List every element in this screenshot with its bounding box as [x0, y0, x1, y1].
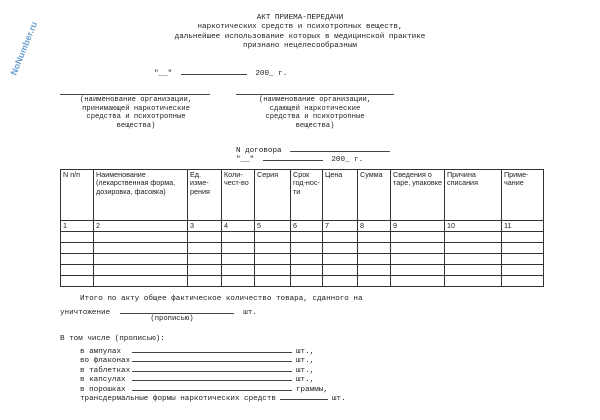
- table-cell[interactable]: [502, 232, 544, 243]
- table-cell[interactable]: [222, 254, 255, 265]
- table-cell[interactable]: [323, 254, 358, 265]
- table-cell[interactable]: [445, 276, 502, 287]
- table-cell[interactable]: [358, 232, 391, 243]
- col-header: Цена: [323, 170, 358, 221]
- contract-number-field[interactable]: [290, 143, 390, 152]
- col-number: 1: [61, 221, 94, 232]
- table-cell[interactable]: [61, 276, 94, 287]
- table-cell[interactable]: [445, 232, 502, 243]
- receiving-org-field[interactable]: [60, 94, 210, 95]
- item-label: в капсулах: [80, 376, 126, 385]
- item-label: трансдермальные формы наркотических средств: [80, 394, 276, 403]
- totals-amount-field[interactable]: [120, 305, 234, 314]
- list-item: [80, 391, 400, 403]
- caption-line: (наименование организации,: [79, 96, 193, 104]
- table-cell[interactable]: [323, 265, 358, 276]
- table-row: [61, 276, 544, 287]
- table-row: [61, 243, 544, 254]
- items-table: [60, 169, 544, 287]
- date-year: 200_ г.: [255, 70, 288, 78]
- caption-line: средства и психотропные: [265, 113, 365, 122]
- table-cell[interactable]: [61, 254, 94, 265]
- contract-date-year: 200_ г.: [331, 156, 364, 164]
- col-header: Причина списания: [445, 170, 502, 221]
- subtitle-line: дальнейшее использование которых в медицинской практике: [174, 32, 426, 41]
- table-cell[interactable]: [94, 232, 188, 243]
- col-number: 11: [502, 221, 544, 232]
- table-header-row: [61, 170, 544, 221]
- table-cell[interactable]: [291, 243, 323, 254]
- table-cell[interactable]: [255, 254, 291, 265]
- handing-org-caption: [236, 96, 394, 130]
- col-header: Серия: [255, 170, 291, 221]
- table-cell[interactable]: [222, 276, 255, 287]
- contract-label: N договора: [236, 147, 282, 155]
- table-row: [61, 254, 544, 265]
- table-cell[interactable]: [502, 243, 544, 254]
- subtitle-line: наркотических средств и психотропных веществ,: [197, 23, 403, 32]
- item-label: в таблетках: [80, 366, 131, 375]
- totals-line: Итого по акту общее фактическое количество товара, сданного на: [80, 295, 363, 303]
- table-cell[interactable]: [188, 232, 222, 243]
- date-day: "__": [154, 70, 173, 78]
- table-cell[interactable]: [188, 265, 222, 276]
- list-item: [80, 344, 400, 356]
- table-cell[interactable]: [391, 243, 445, 254]
- col-header: Приме-чание: [502, 170, 544, 221]
- col-number: 5: [255, 221, 291, 232]
- table-cell[interactable]: [222, 243, 255, 254]
- table-row: [61, 232, 544, 243]
- caption-line: принимающей наркотические: [82, 104, 190, 113]
- table-cell[interactable]: [391, 254, 445, 265]
- item-label: во флаконах: [80, 357, 131, 366]
- col-number: 10: [445, 221, 502, 232]
- table-cell[interactable]: [188, 254, 222, 265]
- table-cell[interactable]: [358, 254, 391, 265]
- col-number: 7: [323, 221, 358, 232]
- contract-date: [236, 152, 363, 165]
- contract-date-day: "__": [236, 156, 255, 164]
- col-number: 6: [291, 221, 323, 232]
- receiving-org-caption: [58, 96, 214, 130]
- table-cell[interactable]: [291, 254, 323, 265]
- col-header: Ед. изме-рения: [188, 170, 222, 221]
- table-cell[interactable]: [323, 232, 358, 243]
- item-field[interactable]: [132, 344, 292, 353]
- item-field[interactable]: [132, 363, 292, 372]
- table-cell[interactable]: [502, 265, 544, 276]
- caption-line: вещества): [295, 121, 335, 130]
- col-header: Коли-чест-во: [222, 170, 255, 221]
- item-unit: шт.,: [296, 366, 315, 375]
- col-header: Сведения о таре, упаковке: [391, 170, 445, 221]
- totals-prefix: уничтожение: [60, 309, 111, 317]
- table-cell[interactable]: [445, 265, 502, 276]
- col-header: Срок год-нос-ти: [291, 170, 323, 221]
- col-header: Наименование (лекарственная форма, дозировка, фасовка): [94, 170, 188, 221]
- caption-line: сдающей наркотические: [269, 104, 361, 113]
- contract-date-month-field[interactable]: [263, 152, 323, 161]
- subtitle-line: признано нецелесообразным: [243, 42, 357, 51]
- table-cell[interactable]: [391, 276, 445, 287]
- item-label: в ампулах: [80, 348, 122, 356]
- table-cell[interactable]: [255, 276, 291, 287]
- item-field[interactable]: [280, 391, 328, 400]
- table-cell[interactable]: [222, 265, 255, 276]
- table-cell[interactable]: [291, 265, 323, 276]
- item-unit: шт.,: [296, 376, 315, 385]
- totals-caption: (прописью): [150, 315, 194, 323]
- table-cell[interactable]: [61, 265, 94, 276]
- date-month-field[interactable]: [181, 66, 247, 75]
- table-number-row: [61, 221, 544, 232]
- item-unit: граммы,: [296, 385, 328, 394]
- table-cell[interactable]: [61, 243, 94, 254]
- caption-line: средства и психотропные: [86, 113, 186, 122]
- table-cell[interactable]: [358, 243, 391, 254]
- table-cell[interactable]: [502, 276, 544, 287]
- col-number: 2: [94, 221, 188, 232]
- list-item: [80, 382, 400, 394]
- table-cell[interactable]: [255, 243, 291, 254]
- table-cell[interactable]: [291, 232, 323, 243]
- caption-line: (наименование организации,: [258, 96, 372, 104]
- table-cell[interactable]: [94, 243, 188, 254]
- caption-line: вещества): [116, 121, 156, 130]
- table-cell[interactable]: [502, 254, 544, 265]
- table-cell[interactable]: [391, 232, 445, 243]
- col-number: 3: [188, 221, 222, 232]
- table-cell[interactable]: [255, 232, 291, 243]
- including-label: В том числе (прописью):: [60, 335, 165, 343]
- table-cell[interactable]: [358, 276, 391, 287]
- table-cell[interactable]: [94, 265, 188, 276]
- table-cell[interactable]: [61, 232, 94, 243]
- document-title: [0, 14, 600, 52]
- table-row: [61, 265, 544, 276]
- table-cell[interactable]: [222, 232, 255, 243]
- including-list: [80, 344, 400, 403]
- list-item: [80, 372, 400, 385]
- list-item: [80, 363, 400, 375]
- watermark-text: NoNumber.ru: [8, 20, 40, 77]
- item-unit: шт.,: [296, 357, 315, 366]
- item-unit: шт.,: [296, 348, 315, 356]
- item-field[interactable]: [132, 353, 292, 362]
- col-number: 8: [358, 221, 391, 232]
- table-cell[interactable]: [188, 243, 222, 254]
- title-line: АКТ ПРИЕМА-ПЕРЕДАЧИ: [256, 14, 344, 22]
- table-cell[interactable]: [291, 276, 323, 287]
- table-cell[interactable]: [391, 265, 445, 276]
- item-field[interactable]: [132, 372, 292, 381]
- handing-org-field[interactable]: [236, 94, 394, 95]
- act-date: [154, 66, 287, 78]
- table-cell[interactable]: [323, 243, 358, 254]
- col-header: Сумма: [358, 170, 391, 221]
- table-cell[interactable]: [94, 276, 188, 287]
- col-number: 9: [391, 221, 445, 232]
- col-header: N п/п: [61, 170, 94, 221]
- item-label: в порошках: [80, 385, 126, 394]
- table-cell[interactable]: [445, 254, 502, 265]
- table-cell[interactable]: [255, 265, 291, 276]
- table-cell[interactable]: [323, 276, 358, 287]
- item-unit: шт.: [331, 394, 346, 403]
- table-cell[interactable]: [94, 254, 188, 265]
- table-cell[interactable]: [445, 243, 502, 254]
- table-cell[interactable]: [358, 265, 391, 276]
- table-cell[interactable]: [188, 276, 222, 287]
- totals-unit: шт.: [243, 309, 257, 317]
- list-item: [80, 353, 400, 366]
- item-field[interactable]: [132, 382, 292, 391]
- col-number: 4: [222, 221, 255, 232]
